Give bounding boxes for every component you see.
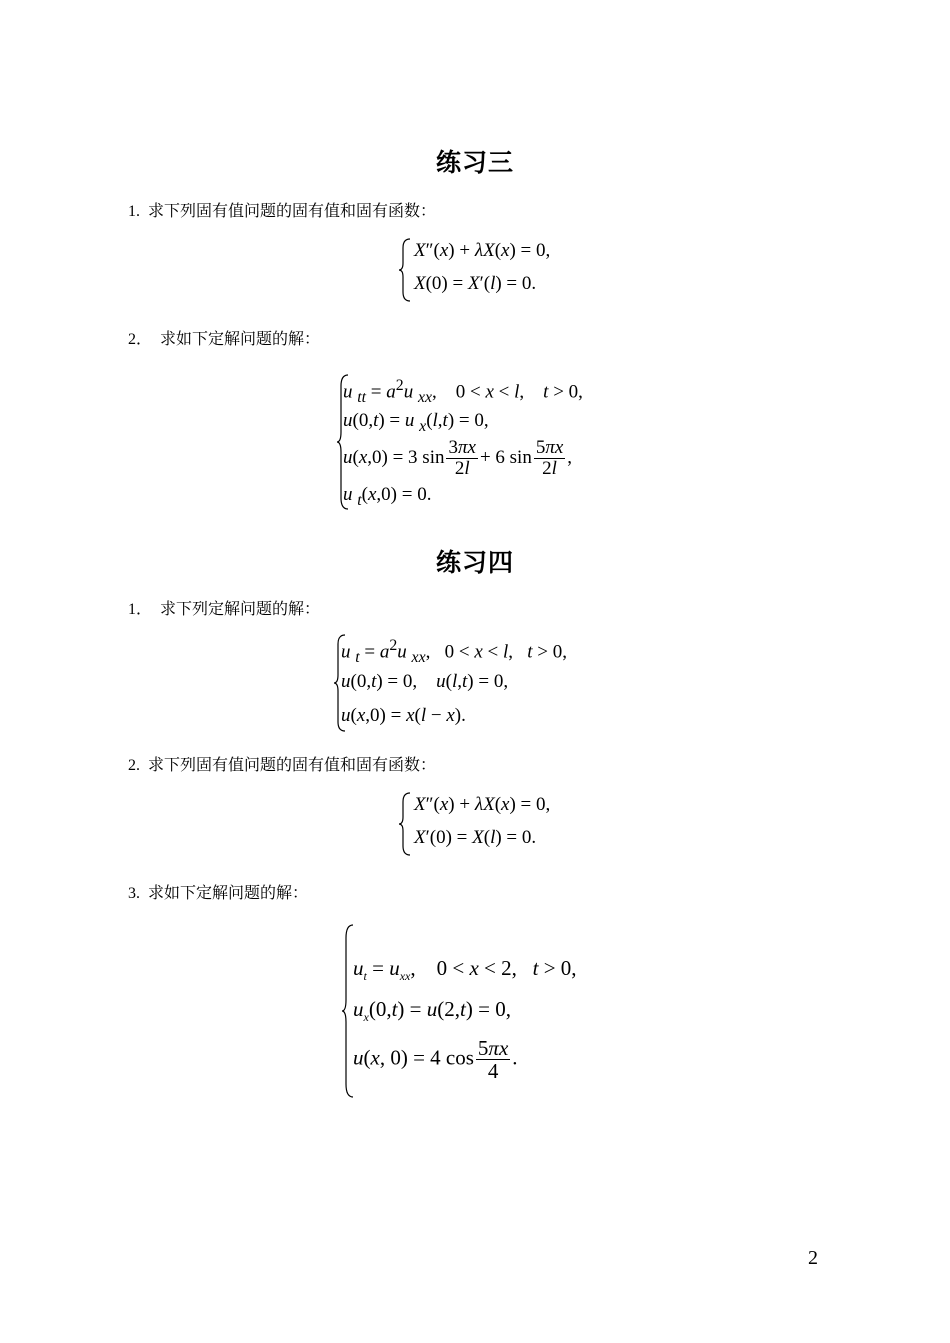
section-title-3: 练习三 <box>435 148 514 177</box>
equation-eigen-1: X″(x) + λX(x) = 0, X(0) = X′(l) = 0. <box>398 236 638 304</box>
problem-text: 求下列定解问题的解： <box>160 599 321 618</box>
equation-wave-1: u $_{tt} = a^2u$ $_{xx}$, 0 < x < l, t > 0, u(0,t) = u $_x$(l,t) = 0, u(x,0) = 3 sin $\frac{3\pi x}{2l}$ + 6 sin $\frac{5\pi x}{2l}$ , u $_t$(x,0) = 0. <box>336 372 656 512</box>
page-number: 2 <box>808 1247 818 1269</box>
left-brace-icon <box>398 790 412 858</box>
problem-4-1 <box>128 596 320 619</box>
equation-heat-2: $u_t = u_{xx}$, 0 < x < 2, t > 0, $u_x(0,t) = u(2,t) = 0$, u(x, 0) = 4 cos $\frac{5\pi x}{4}$ . <box>341 922 641 1100</box>
problem-4-2 <box>128 752 436 775</box>
equation-eigen-2: X″(x) + λX(x) = 0, X′(0) = X(l) = 0. <box>398 790 638 858</box>
left-brace-icon <box>398 236 412 304</box>
problem-3-2 <box>128 326 320 349</box>
problem-text: 求下列固有值问题的固有值和固有函数： <box>148 755 437 774</box>
problem-number: 3. <box>128 885 140 902</box>
equation-heat-1: u $_t = a^2u$ $_{xx}$, 0 < x < l, t > 0, u(0,t) = 0, u(l,t) = 0, u(x,0) = x(l − x). <box>333 632 643 734</box>
problem-number: 1. <box>128 203 140 220</box>
problem-number: 1． <box>128 601 153 618</box>
problem-number: 2． <box>128 331 153 348</box>
problem-4-3 <box>128 880 308 903</box>
problem-3-1 <box>128 198 436 221</box>
section-title-4: 练习四 <box>435 548 514 577</box>
problem-text: 求如下定解问题的解： <box>148 883 309 902</box>
problem-text: 求如下定解问题的解： <box>160 329 321 348</box>
problem-text: 求下列固有值问题的固有值和固有函数： <box>148 201 437 220</box>
problem-number: 2. <box>128 757 140 774</box>
